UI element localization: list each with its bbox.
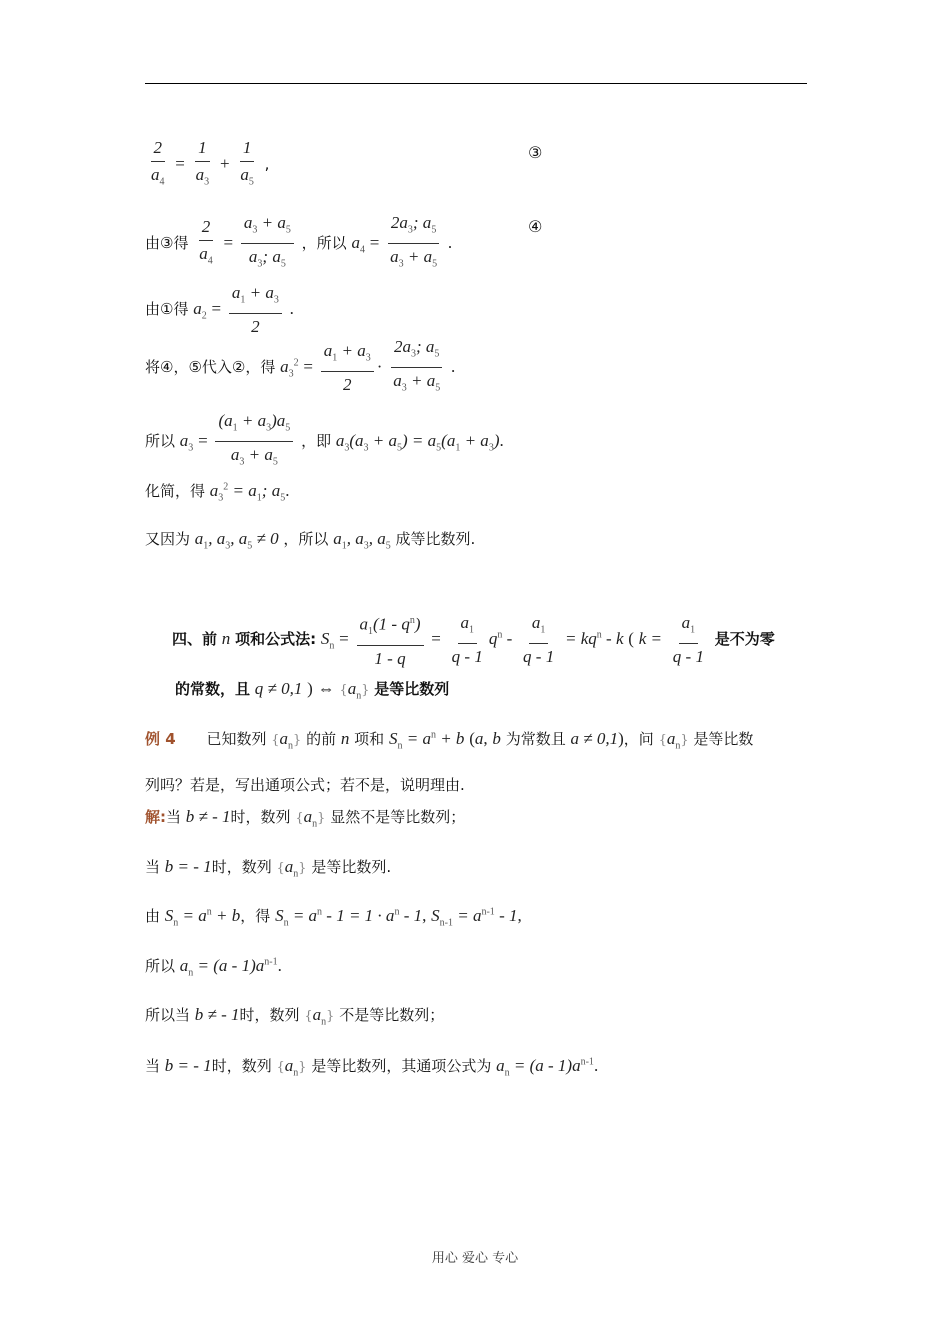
example-label: 例 4 [145, 730, 176, 748]
equation-line-1: $\frac{2}{a_4}$ = $\frac{1}{a_3}$ + $\frac{1}{a_5}$ , [151, 138, 270, 188]
section-4-heading-cont: 的常数，且 q ≠ 0,1 ) ⇔ $\{a_n\}$ 是等比数列 [175, 679, 450, 702]
equation-line-2: 由③得 $\frac{2}{a_4}$ = $\frac{a_3 + a_5}{a_3; a_5}$ ，所以 $a_4$ = $\frac{2a_3; a_5}{a_3 + a_5}$ . [145, 213, 453, 270]
solution-line-1: 解:当 b ≠ - 1时，数列 $\{a_n\}$ 显然不是等比数列； [145, 807, 466, 830]
circled-4-marker: ④ [528, 217, 543, 236]
equation-line-7: 又因为 $a_1$, $a_3$, $a_5 \ne 0$ ，所以 $a_1$, $a_3$, $a_5$ 成等比数列. [145, 529, 476, 552]
header-rule [145, 83, 807, 84]
solution-line-4: 所以 $a_n = (a - 1)a^{n-1}$. [145, 956, 282, 979]
example-4-cont: 列吗？若是，写出通项公式；若不是，说明理由. [145, 776, 465, 794]
solution-line-2: 当 b = - 1时，数列 $\{a_n\}$ 是等比数列. [145, 857, 392, 880]
equation-line-5: 所以 $a_3$ = $\frac{(a_1 + a_3)a_5}{a_3 + a_5}$ ，即 $a_3(a_3 + a_5) = a_5(a_1 + a_3)$. [145, 411, 504, 468]
solution-line-3: 由 $S_n = a^n + b$，得 $S_n = a^n - 1 = 1 \cdot a^n - 1$, $S_{n-1} = a^{n-1} - 1$, [145, 906, 522, 929]
equation-line-6: 化简，得 $a_3^2 = a_1$; $a_5$. [145, 481, 290, 504]
section-4-heading: 四、前 n 项和公式法: $S_n$ = $\frac{a_1(1 - q^n)}{1 - q}$ = $\frac{a_1}{q - 1}$ $q^n$ - $\frac{a_1}{q - 1}$ = $kq^n$ - k ( k = $\frac{a_1}{q - 1}$ 是不为零 [172, 610, 775, 670]
page-footer: 用心 爱心 专心 [431, 1251, 519, 1266]
circled-3-marker: ③ [528, 143, 543, 162]
equation-line-4: 将④，⑤代入②，得 $a_3^2$ = $\frac{a_1 + a_3}{2}$ · $\frac{2a_3; a_5}{a_3 + a_5}$ . [145, 337, 456, 395]
equation-line-3: 由①得 $a_2$ = $\frac{a_1 + a_3}{2}$ . [145, 283, 294, 337]
example-4: 例 4 已知数列 $\{a_n\}$ 的前 n 项和 $S_n = a^n + b$ (a, b 为常数且 a ≠ 0,1)，问 $\{a_n\}$ 是等比数 [145, 729, 754, 752]
solution-line-5: 所以当 b ≠ - 1时，数列 $\{a_n\}$ 不是等比数列； [145, 1005, 445, 1028]
solution-line-6: 当 b = - 1时，数列 $\{a_n\}$ 是等比数列，其通项公式为 $a_n = (a - 1)a^{n-1}$. [145, 1056, 599, 1079]
